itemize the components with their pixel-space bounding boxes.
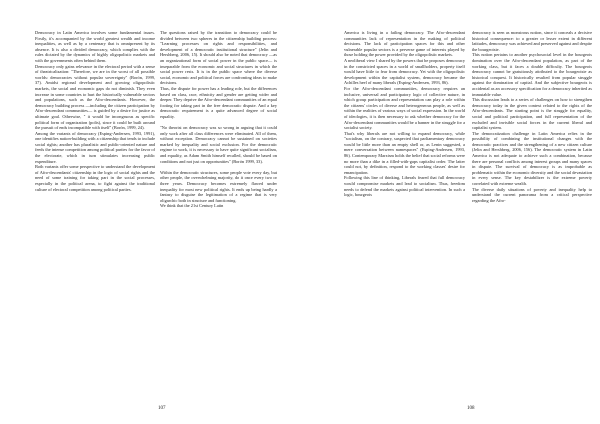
paragraph: democracy is seen as monstrous notion, since it conceals a decisive historical consequence: to a greater or lesser extent in different latitudes, democracy was achieved and preserved against and despite the bourgeoisie.	[472, 30, 592, 52]
paragraph: The democratization challenge in Latin America relies in the possibility of combining the institutional changes with the democratic practices and the strengthening of a new citizen culture (Jelin and Hershberg, 2006, 156). The democratic system in Latin America is not adequate to achieve such a combination, because there are personal conflicts among interest groups and many spaces in dispute. The survival of democracy is as improbable as problematic within the economic diversity and the social devastation in every sense. The key destabilizer is the extreme poverty correlated with extreme wealth.	[472, 130, 592, 187]
page-number: 107	[158, 406, 166, 411]
paragraph: Thus, the dispute for power has a leading role, but the differences based on class, race, ethnicity and gender are getting wider and deeper. They deprive the Afro-descendant communities of an equal footing for taking part in the free democratic dispute. And a key democratic requirement is a quite advanced degree of social equality.	[160, 85, 277, 119]
paragraph: Among the variants of democracy (Esping-Andersen, 1993, 1991), one identifies nation-building with a citizenship that tends to include social rights; another has pluralistic and public-oriented nature and feeds the intense competition among political parties for the favor of the electorate, which in turn stimulates increasing public expenditure.	[35, 130, 155, 164]
paragraph: Democracy in Latin America involves some fundamental issues. Firstly, it's accompanied by the world greatest wealth and income inequalities, as well as by a centenary that is omnipresent by its absence. It is also a divided democracy, which complies with the rules dictated by the dynamics of highly oligopolistic markets and with the governments often behind them.	[35, 30, 155, 63]
left-column-1	[35, 30, 155, 192]
paragraph: A neoliberal view I shared by the powers that be proposes democracy in the constricted spaces in a world of smallholders, property itself would have little to fear from democracy. Yet with the oligopolistic development within the capitalist system, democracy became the Achilles heel of many liberals (Esping-Andersen, 1993, 86).	[344, 57, 465, 86]
right-page	[300, 0, 600, 424]
paragraph: For the Afro-descendant communities, democracy requires an inclusive, universal and participatory logic of collective nature, in which group participation and representation can play a role within the citizens' circles of diverse and heterogeneous people, as well as within the realities of various ways of social expression. In the world of ideologies, it is then necessary to ask whether democracy for the Afro-descendant communities would be a banner in the struggle for a socialist society.	[344, 85, 465, 131]
paragraph: This notion pertains to another psychosocial level in the bourgeois domination over the Afro-descendant population, as part of the working class, but it faces a double difficulty. The bourgeois democracy cannot be gratuitously attributed to the bourgeoisie as historical conquest. It historically resulted from popular struggle against the domination of capital. And the subjective bourgeois is accidental as an accessory specification for a democracy inherited as immutable value.	[472, 52, 592, 97]
paragraph: This discussion leads to a series of challenges on how to strengthen democracy today in the given context related to the rights of the Afro-descendants. The starting point is the struggle for equality, social and political participation, and full representation of the excluded and invisible social forces in the current liberal and capitalist system.	[472, 97, 592, 131]
paragraph: Both variants offer some perspective to understand the development of Afro-descendants' citizenship in the logic of social rights and the need of some training for taking part in the social processes, especially in the political arena, to fight against the traditional culture of electoral competition among political parties.	[35, 164, 155, 192]
paragraph: Following this line of thinking, Liberals feared that full democracy would compromise markets and lead to socialism. Thus, freedom needs to defend the markets against political intervention. In such a logic, bourgeois	[344, 175, 465, 198]
paragraph: America is living in a failing democracy. The Afro-descendant communities lack of representation in the making of political decisions. The lack of participation spaces for this and other vulnerable popular sectors is a perverse game of interests played by those holding the power provided by the oligopolistic markets.	[344, 30, 465, 58]
paragraph: We think that the 21st Century Latin	[160, 203, 224, 209]
paragraph: Democracy only gains relevance in the electoral period with a sense of theatricalization: "Therefore, we are in the worst of all possible worlds: democracies without popular sovereignty" (Borón, 1999, 37). Amidst regional development and growing oligopolistic markets, the social and economic gaps do not diminish. They even increase in some countries to hurt the historically vulnerable sectors and populations, such as the Afro-descendants. However, the democracy building process —including the citizen participation by Afro-descendant communities— is guided by a desire for justice as ultimate goal. Otherwise, " it would be incongruous as specific political form of organization (polis), since it could be built around the pursuit of ends incompatible with itself" (Borón, 1999, 24).	[35, 63, 155, 131]
paragraph: That's why liberals are not willing to expand democracy, while "socialism, on the contrary, suspected that parliamentary democracy would be little more than an empty shell or, as Lenin suggested, a mere conversation between namespaces" (Esping-Andersen, 1993, 86). Contemporary Marxism holds the belief that social reforms were no more than a dike in a filled-with-gaps capitalist order. The latter could not, by definition, respond to the working classes' desire for emancipation.	[344, 130, 465, 175]
left-column-2	[160, 30, 277, 209]
paragraph: Within the democratic structures, some people vote every day, but other people, the overwhelming majority, do it once every two or three years. Democracy becomes extremely flawed under inequality for most new political rights. It ends up being hardly a fantasy to disguise the legitimation of a regime that is very oligarchic both in structure and functioning.	[160, 169, 277, 203]
paragraph: The questions raised by the transition to democracy could be divided between two spheres in the citizenship building process: "Learning processes on rights and responsibilities, and development of a democratic institutional structure" (Jelin and Hershberg, 2006, 15). It should also be noted that democracy —as an organizational form of social power in the public space— is inseparable from the economic and social structures in which the social power rests. It is in the public space where the diverse social, economic and political forces are confronting ideas to make decisions.	[160, 30, 277, 86]
right-column-1	[344, 30, 465, 198]
right-column-2	[472, 30, 592, 203]
page-number: 108	[467, 406, 475, 411]
block-quote: "No theorist on democracy was so wrong in arguing that it could only work after all class differences were eliminated. All of them, without exception. Democracy cannot be sustained on societies marked by inequality and social exclusion. For the democratic regime to work, it is necessary to have quite significant socialism, and equality, as Adam Smith himself recalled, should be based on conditions and not just on opportunities" (Borón 1999, 33).	[160, 125, 277, 164]
paragraph: The diverse daily situations of poverty and inequality help to understand the current panorama from a critical perspective regarding the Afro-	[472, 186, 592, 203]
